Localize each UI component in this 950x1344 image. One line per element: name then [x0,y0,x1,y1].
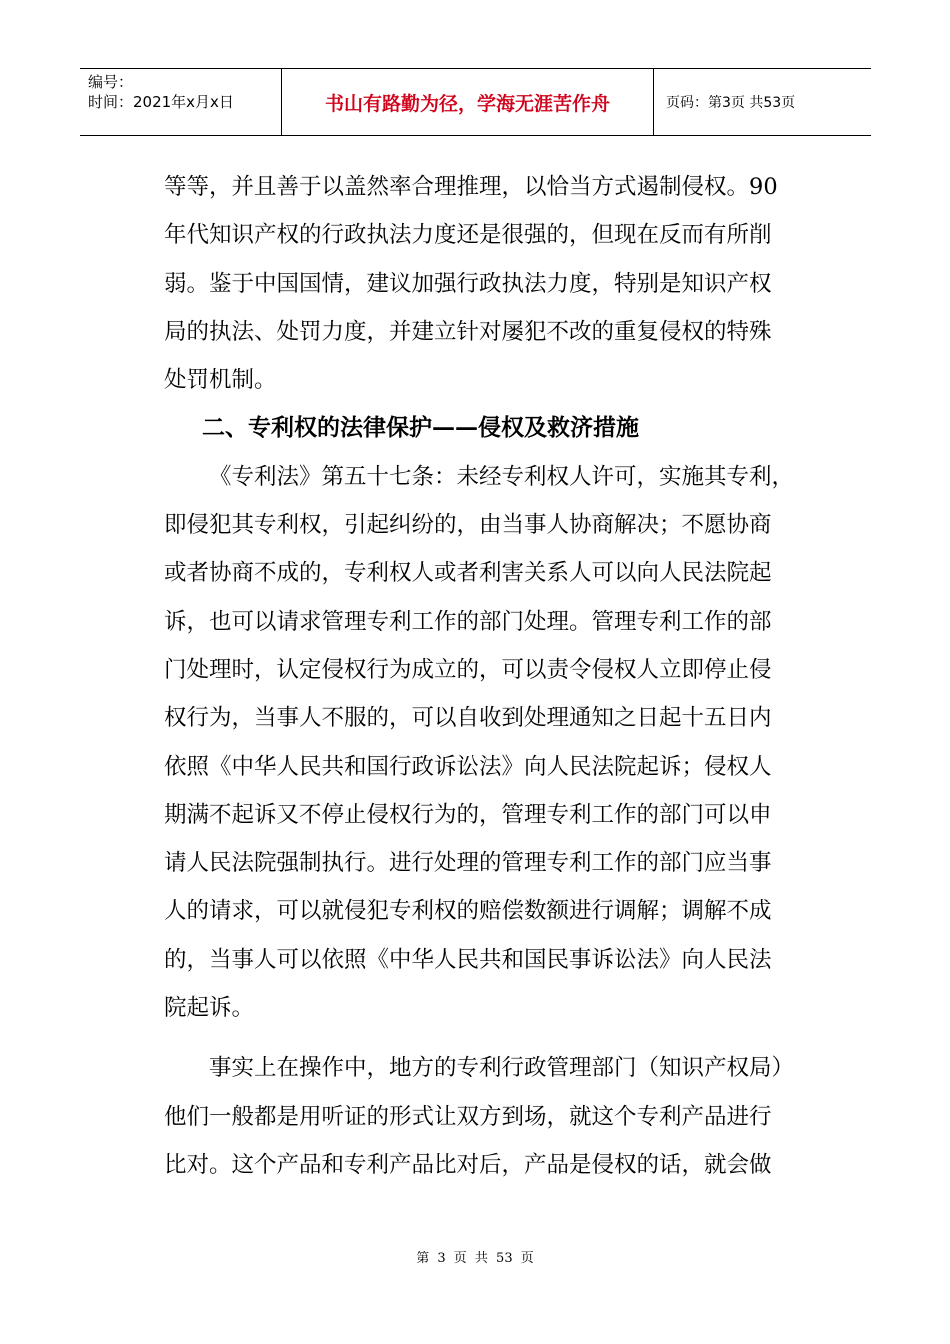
header-motto: 书山有路勤为径，学海无涯苦作舟 [282,69,654,135]
text-line: 人的请求，可以就侵犯专利权的赔偿数额进行调解；调解不成 [164,898,772,925]
header-meta [80,69,282,135]
text-line: 门处理时，认定侵权行为成立的，可以责令侵权人立即停止侵 [164,656,772,683]
text-line: 的，当事人可以依照《中华人民共和国民事诉讼法》向人民法 [164,946,772,973]
text-line: 弱。鉴于中国国情，建议加强行政执法力度，特别是知识产权 [164,270,772,297]
text-line: 诉，也可以请求管理专利工作的部门处理。管理专利工作的部 [164,608,772,635]
number-label: 编号： [88,73,134,91]
header-page-info: 页码：第3页 共53页 [666,95,796,111]
text-line: 比对。这个产品和专利产品比对后，产品是侵权的话，就会做 [164,1151,772,1178]
paragraph-gap [164,1032,774,1044]
time-label: 时间：2021年x月x日 [88,93,234,111]
text-line: 依照《中华人民共和国行政诉讼法》向人民法院起诉；侵权人 [164,753,772,780]
document-body [164,163,795,1189]
text-line: 《专利法》第五十七条：未经专利权人许可，实施其专利， [209,463,795,490]
text-line: 或者协商不成的，专利权人或者利害关系人可以向人民法院起 [164,560,772,587]
text-line: 局的执法、处罚力度，并建立针对屡犯不改的重复侵权的特殊 [164,318,772,345]
page-header [80,68,871,136]
text-line: 院起诉。 [164,995,255,1022]
text-line: 处罚机制。 [164,367,277,394]
text-line: 即侵犯其专利权，引起纠纷的，由当事人协商解决；不愿协商 [164,512,772,539]
text-line: 年代知识产权的行政执法力度还是很强的，但现在反而有所削 [164,222,772,249]
page-footer: 第 3 页 共 53 页 [416,1251,534,1266]
text-line: 权行为，当事人不服的，可以自收到处理通知之日起十五日内 [164,705,772,732]
section-heading: 二、专利权的法律保护——侵权及救济措施 [202,414,639,442]
text-line: 他们一般都是用听证的形式让双方到场，就这个专利产品进行 [164,1103,772,1130]
text-line: 等等，并且善于以盖然率合理推理，以恰当方式遏制侵权。90 [164,174,778,200]
text-line: 期满不起诉又不停止侵权行为的，管理专利工作的部门可以申 [164,801,772,828]
text-line: 事实上在操作中，地方的专利行政管理部门（知识产权局） [209,1055,795,1082]
text-line: 请人民法院强制执行。进行处理的管理专利工作的部门应当事 [164,850,772,877]
